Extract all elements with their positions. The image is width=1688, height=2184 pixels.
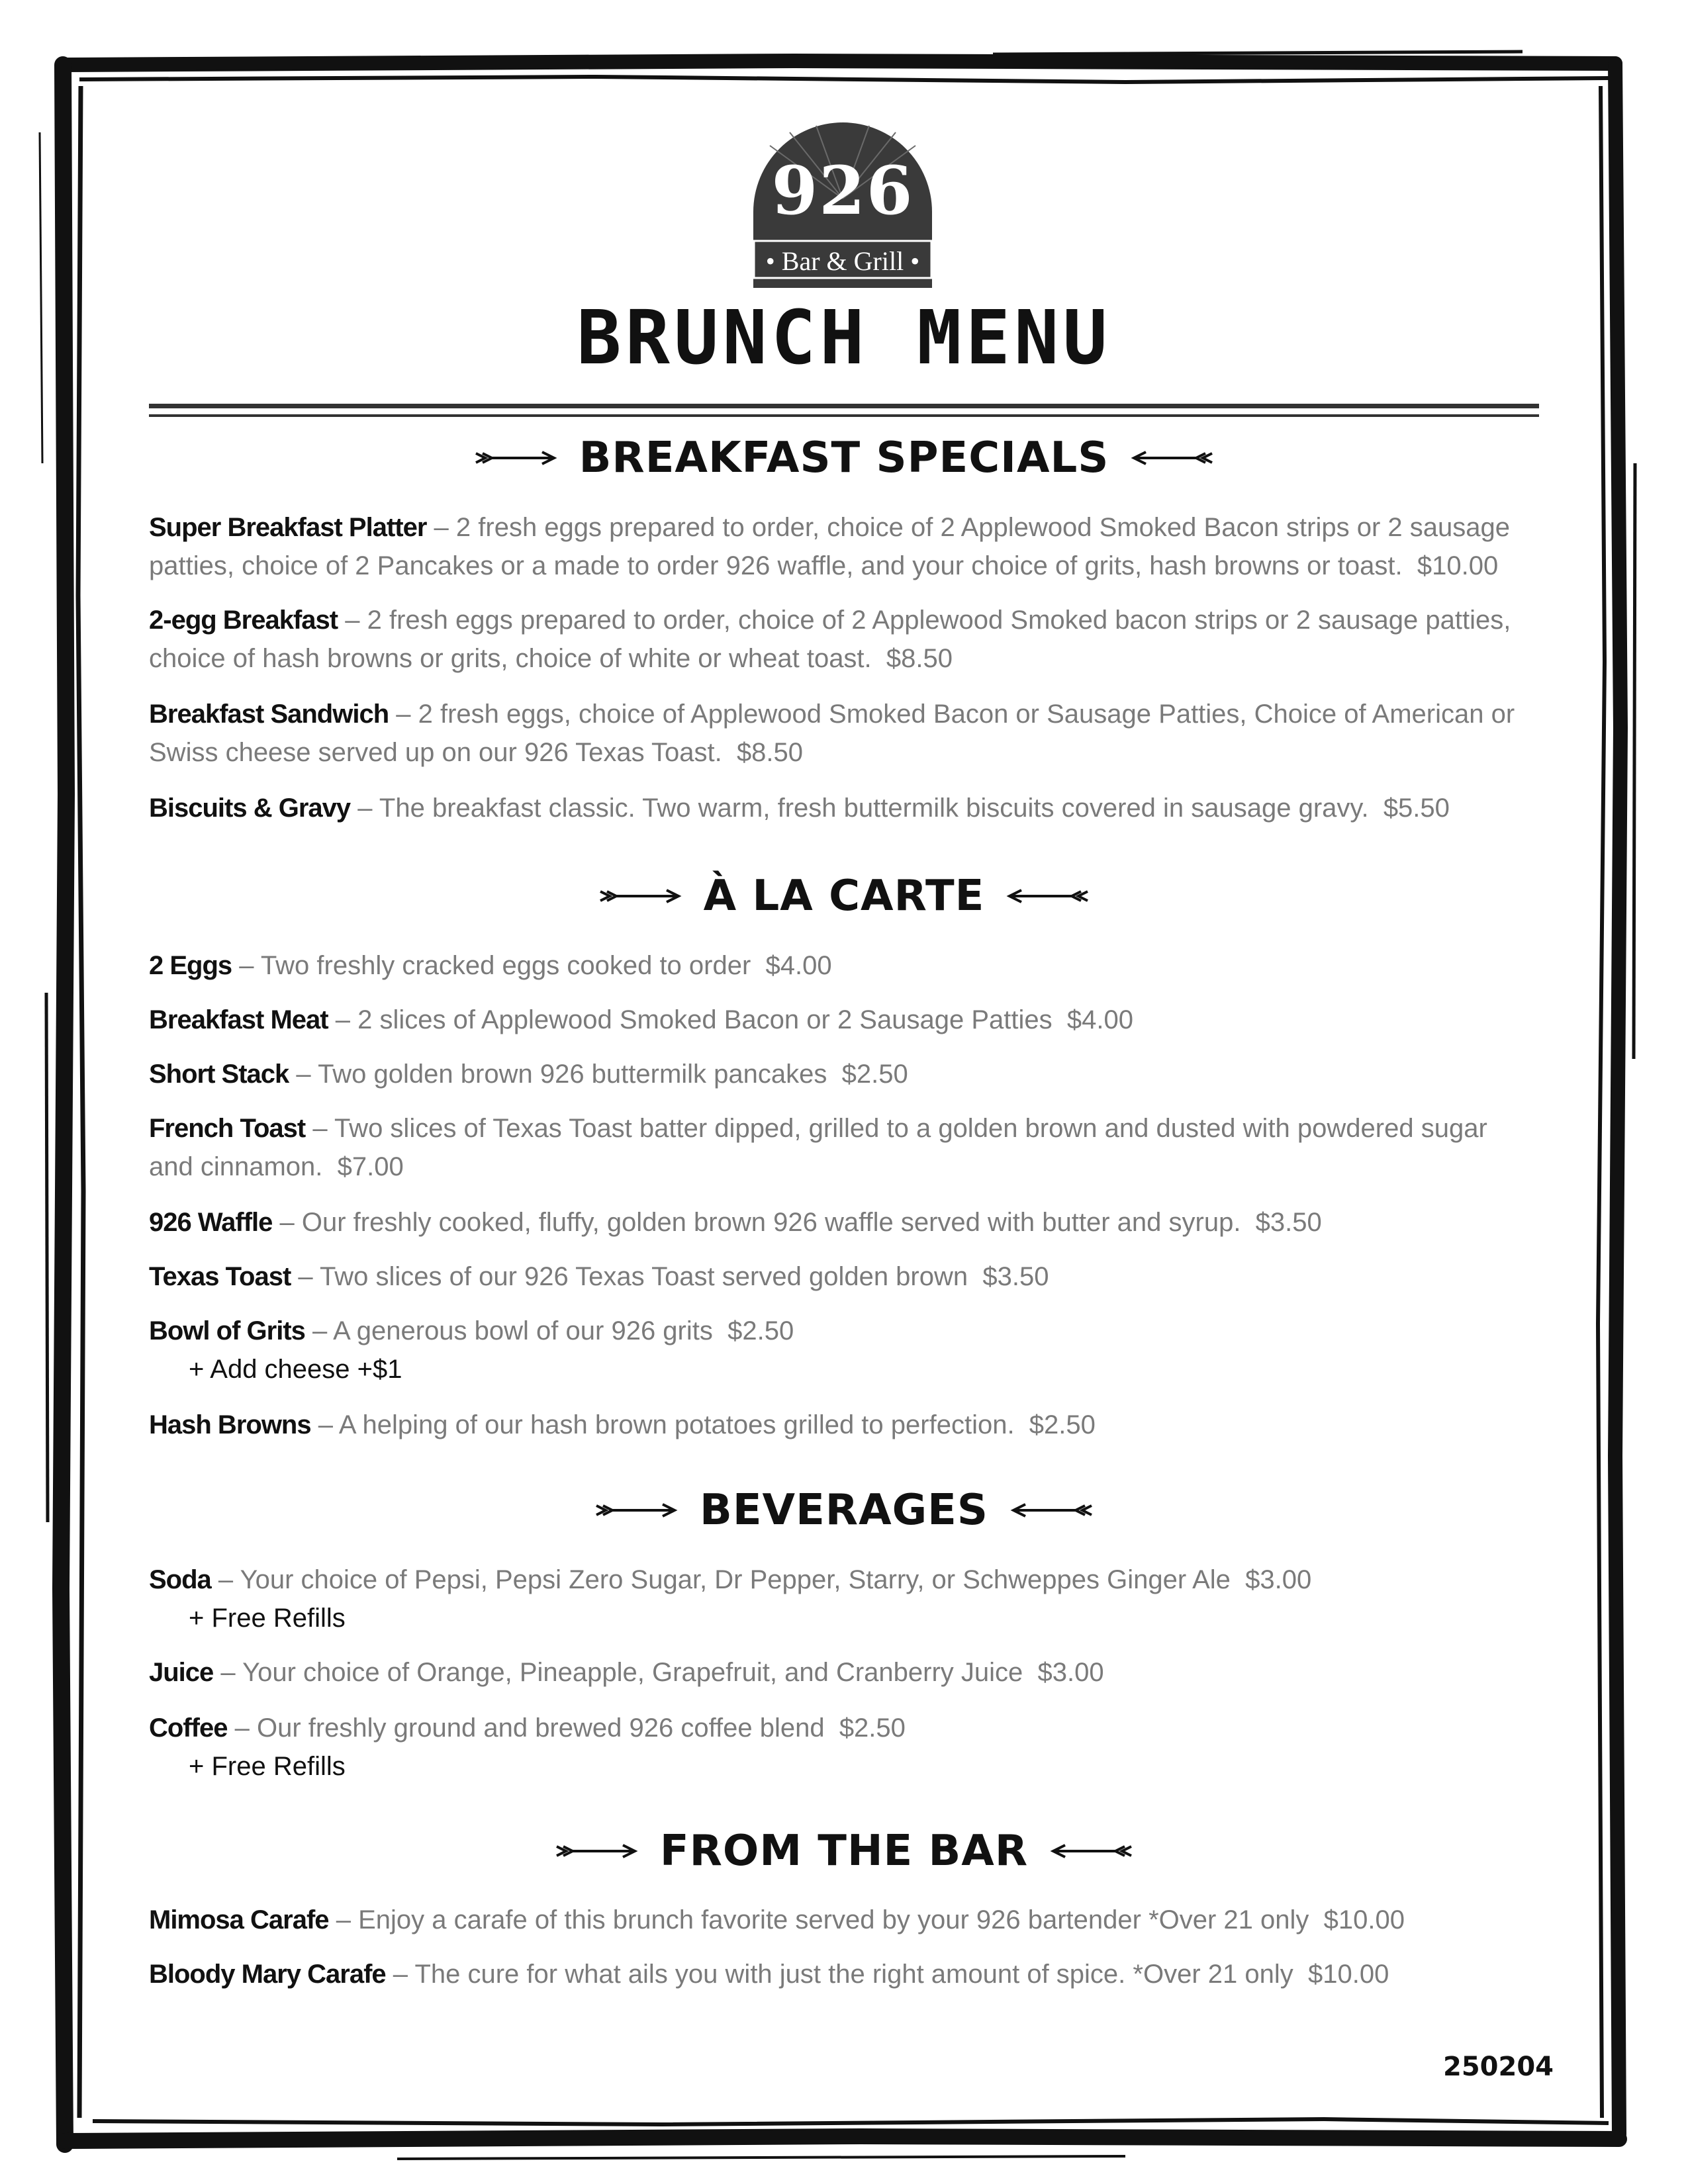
item-desc: A helping of our hash brown potatoes grilled to perfection. (338, 1410, 1015, 1439)
section-breakfast-header (0, 433, 1688, 482)
section-bar-title: FROM THE BAR (659, 1827, 1029, 1876)
arrow-right-icon (594, 1500, 680, 1520)
menu-item: Coffee – Our freshly ground and brewed 926 coffee blend $2.50 (149, 1713, 906, 1743)
item-desc: Two slices of Texas Toast batter dipped, grilled to a golden brown and dusted with powdered sugar and cinnamon. (149, 1114, 1487, 1181)
item-price: $3.50 (982, 1262, 1049, 1291)
item-price: $2.50 (727, 1316, 794, 1345)
item-name: 2 Eggs (149, 951, 232, 980)
item-name: Mimosa Carafe (149, 1905, 329, 1934)
item-price: $10.00 (1417, 551, 1499, 580)
item-price: $2.50 (841, 1060, 908, 1089)
item-name: French Toast (149, 1114, 306, 1143)
item-desc: Two golden brown 926 buttermilk pancakes (318, 1060, 827, 1089)
section-alacarte-header (0, 872, 1688, 921)
item-price: $5.50 (1383, 794, 1450, 823)
menu-item: Bowl of Grits – A generous bowl of our 926 grits $2.50 (149, 1316, 794, 1345)
item-desc: Your choice of Orange, Pineapple, Grapefruit, and Cranberry Juice (242, 1658, 1023, 1687)
arrow-left-icon (1004, 886, 1090, 906)
title-rule-bottom (149, 414, 1539, 417)
menu-item: Mimosa Carafe – Enjoy a carafe of this brunch favorite served by your 926 bartender *Over 21 only $10.00 (149, 1905, 1405, 1934)
item-addon: + Free Refills (189, 1604, 346, 1633)
logo-subtitle: • Bar & Grill • (765, 246, 920, 276)
item-price: $2.50 (1029, 1410, 1096, 1439)
item-name: 926 Waffle (149, 1208, 273, 1237)
logo-number: 926 (771, 152, 914, 230)
item-price: $3.00 (1245, 1565, 1312, 1594)
menu-item: 926 Waffle – Our freshly cooked, fluffy, golden brown 926 waffle served with butter and syrup. $3.50 (149, 1208, 1322, 1237)
menu-item: Biscuits & Gravy – The breakfast classic. Two warm, fresh buttermilk biscuits covered in sausage gravy. $5.50 (149, 794, 1450, 823)
item-name: Bowl of Grits (149, 1316, 305, 1345)
item-desc: Our freshly ground and brewed 926 coffee blend (256, 1713, 825, 1743)
item-desc: 2 fresh eggs, choice of Applewood Smoked Bacon or Sausage Patties, Choice of American or Swiss cheese served up on our 926 Texas Toast. (149, 700, 1515, 767)
menu-code: 250204 (1443, 2052, 1554, 2082)
item-price: $4.00 (1066, 1005, 1133, 1034)
item-desc: Two freshly cracked eggs cooked to order (260, 951, 751, 980)
menu-item: Texas Toast – Two slices of our 926 Texas Toast served golden brown $3.50 (149, 1262, 1049, 1291)
item-name: Bloody Mary Carafe (149, 1960, 386, 1989)
item-name: Hash Browns (149, 1410, 311, 1439)
menu-item: French Toast – Two slices of Texas Toast batter dipped, grilled to a golden brown and dusted with powdered sugar and cinnamon. $7.00 (149, 1114, 1487, 1181)
menu-item: Juice – Your choice of Orange, Pineapple, Grapefruit, and Cranberry Juice $3.00 (149, 1658, 1104, 1687)
item-desc: Your choice of Pepsi, Pepsi Zero Sugar, Dr Pepper, Starry, or Schweppes Ginger Ale (240, 1565, 1231, 1594)
arrow-left-icon (1048, 1841, 1134, 1861)
item-desc: Enjoy a carafe of this brunch favorite served by your 926 bartender *Over 21 only (358, 1905, 1309, 1934)
item-desc: The cure for what ails you with just the right amount of spice. *Over 21 only (414, 1960, 1293, 1989)
section-beverages-title: BEVERAGES (700, 1486, 988, 1535)
item-price: $8.50 (736, 738, 804, 767)
item-price: $3.50 (1255, 1208, 1322, 1237)
menu-item: Super Breakfast Platter – 2 fresh eggs prepared to order, choice of 2 Applewood Smoked Bacon strips or 2 sausage patties, choice of 2 Pancakes or a made to order 926 waffle, and your choice of grits, hash browns or toast. $10.00 (149, 513, 1510, 580)
item-addon: + Add cheese +$1 (189, 1355, 402, 1384)
item-name: Soda (149, 1565, 211, 1594)
item-name: Biscuits & Gravy (149, 794, 351, 823)
item-name: Breakfast Sandwich (149, 700, 389, 729)
item-desc: Two slices of our 926 Texas Toast served golden brown (320, 1262, 968, 1291)
menu-item: Soda – Your choice of Pepsi, Pepsi Zero Sugar, Dr Pepper, Starry, or Schweppes Ginger Ale $3.00 (149, 1565, 1312, 1594)
item-price: $8.50 (886, 644, 953, 673)
item-addon: + Free Refills (189, 1752, 346, 1781)
item-name: Juice (149, 1658, 214, 1687)
section-alacarte-title: À LA CARTE (703, 872, 985, 921)
item-price: $7.00 (337, 1152, 404, 1181)
item-desc: 2 slices of Applewood Smoked Bacon or 2 Sausage Patties (357, 1005, 1053, 1034)
section-bar-header (0, 1827, 1688, 1876)
arrow-right-icon (473, 448, 559, 468)
arrow-left-icon (1129, 448, 1215, 468)
menu-item: Breakfast Sandwich – 2 fresh eggs, choice of Applewood Smoked Bacon or Sausage Patties, Choice of American or Swiss cheese served up on our 926 Texas Toast. $8.50 (149, 700, 1515, 767)
item-price: $10.00 (1323, 1905, 1405, 1934)
item-desc: A generous bowl of our 926 grits (333, 1316, 713, 1345)
item-desc: 2 fresh eggs prepared to order, choice of 2 Applewood Smoked bacon strips or 2 sausage patties, choice of hash browns or grits, choice of white or wheat toast. (149, 606, 1511, 673)
item-name: Short Stack (149, 1060, 289, 1089)
item-name: Breakfast Meat (149, 1005, 328, 1034)
menu-item: 2 Eggs – Two freshly cracked eggs cooked to order $4.00 (149, 951, 832, 980)
section-beverages-header (0, 1486, 1688, 1535)
arrow-right-icon (554, 1841, 640, 1861)
item-price: $10.00 (1307, 1960, 1389, 1989)
arrow-left-icon (1008, 1500, 1094, 1520)
menu-item: Hash Browns – A helping of our hash brown potatoes grilled to perfection. $2.50 (149, 1410, 1096, 1439)
item-name: Texas Toast (149, 1262, 291, 1291)
item-desc: 2 fresh eggs prepared to order, choice of 2 Applewood Smoked Bacon strips or 2 sausage patties, choice of 2 Pancakes or a made to order 926 waffle, and your choice of grits, hash browns or toast. (149, 513, 1510, 580)
item-desc: The breakfast classic. Two warm, fresh buttermilk biscuits covered in sausage gravy. (379, 794, 1369, 823)
title-rule-top (149, 404, 1539, 408)
item-name: 2-egg Breakfast (149, 606, 338, 635)
bar-logo (750, 119, 935, 291)
page-title: BRUNCH MENU (577, 295, 1111, 381)
arrow-right-icon (598, 886, 684, 906)
item-name: Super Breakfast Platter (149, 513, 427, 542)
menu-item: Breakfast Meat – 2 slices of Applewood Smoked Bacon or 2 Sausage Patties $4.00 (149, 1005, 1133, 1034)
item-price: $2.50 (839, 1713, 906, 1743)
menu-item: Short Stack – Two golden brown 926 buttermilk pancakes $2.50 (149, 1060, 908, 1089)
item-price: $3.00 (1037, 1658, 1104, 1687)
item-name: Coffee (149, 1713, 228, 1743)
menu-item: Bloody Mary Carafe – The cure for what ails you with just the right amount of spice. *Over 21 only $10.00 (149, 1960, 1389, 1989)
menu-item: 2-egg Breakfast – 2 fresh eggs prepared to order, choice of 2 Applewood Smoked bacon strips or 2 sausage patties, choice of hash browns or grits, choice of white or wheat toast. $8.50 (149, 606, 1511, 673)
item-desc: Our freshly cooked, fluffy, golden brown 926 waffle served with butter and syrup. (301, 1208, 1241, 1237)
item-price: $4.00 (765, 951, 832, 980)
section-breakfast-title: BREAKFAST SPECIALS (579, 433, 1109, 482)
